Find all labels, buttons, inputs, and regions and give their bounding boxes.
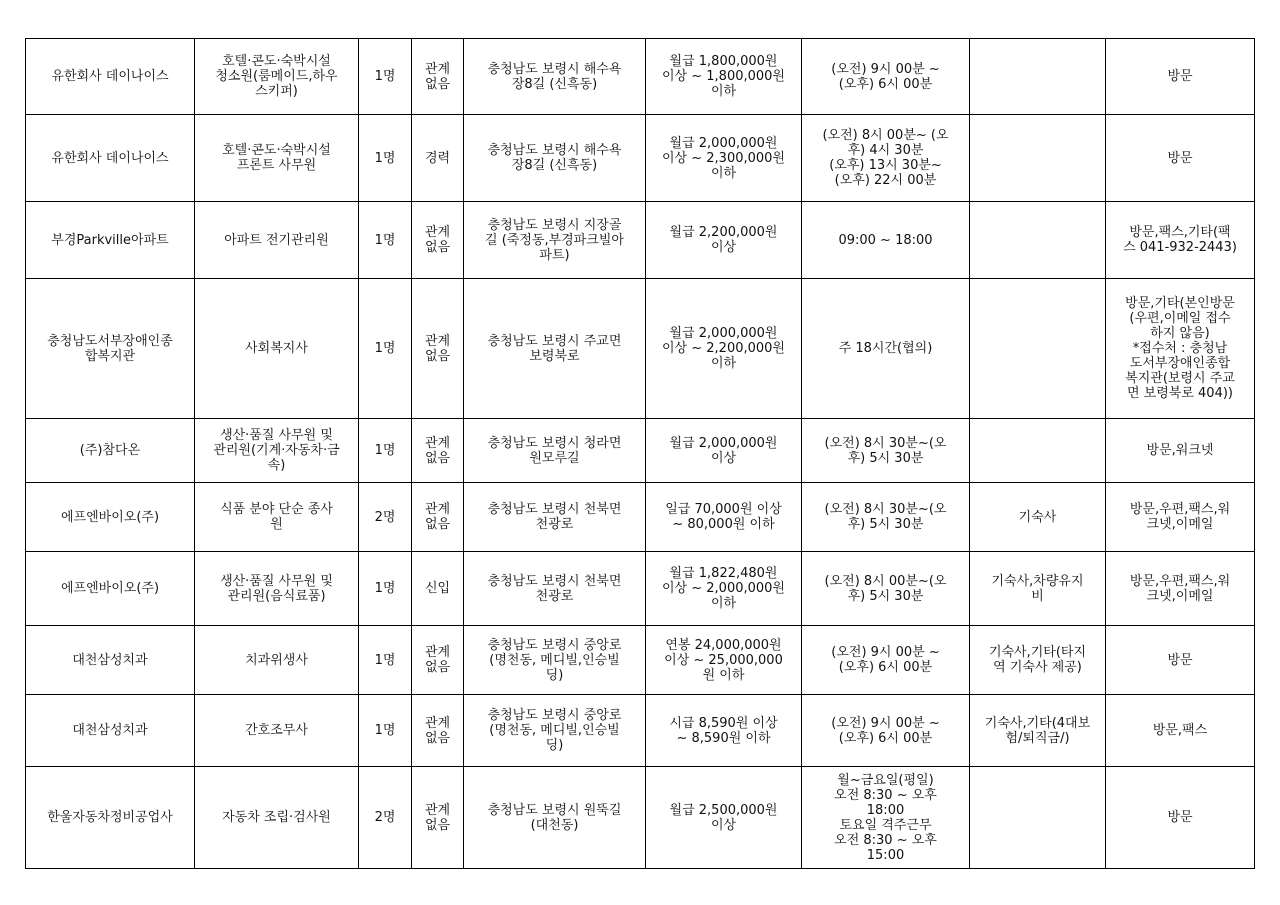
table-row	[26, 39, 1255, 115]
career-cell: 관계 없음	[412, 202, 464, 279]
company-cell: 유한회사 데이나이스	[26, 115, 195, 202]
career-cell: 경력	[412, 115, 464, 202]
wage-cell: 시급 8,590원 이상 ~ 8,590원 이하	[646, 695, 802, 767]
hours-cell: (오전) 9시 00분 ~ (오후) 6시 00분	[802, 695, 970, 767]
hours-cell: (오전) 9시 00분 ~ (오후) 6시 00분	[802, 39, 970, 115]
wage-cell: 월급 2,000,000원 이상	[646, 419, 802, 483]
table-row	[26, 202, 1255, 279]
headcount-cell: 1명	[359, 695, 412, 767]
job-title-cell: 아파트 전기관리원	[195, 202, 359, 279]
apply-method-cell: 방문	[1106, 626, 1255, 695]
wage-cell: 월급 2,000,000원 이상 ~ 2,300,000원 이하	[646, 115, 802, 202]
headcount-cell: 2명	[359, 483, 412, 552]
welfare-cell	[970, 419, 1106, 483]
welfare-cell: 기숙사,기타(4대보 험/퇴직금/)	[970, 695, 1106, 767]
career-cell: 관계 없음	[412, 39, 464, 115]
wage-cell: 월급 2,000,000원 이상 ~ 2,200,000원 이하	[646, 279, 802, 419]
hours-cell: 09:00 ~ 18:00	[802, 202, 970, 279]
location-cell: 충청남도 보령시 중앙로 (명천동, 메디빌,인승빌 딩)	[464, 626, 646, 695]
wage-cell: 월급 2,500,000원 이상	[646, 767, 802, 869]
location-cell: 충청남도 보령시 해수욕 장8길 (신흑동)	[464, 115, 646, 202]
company-cell: 에프엔바이오(주)	[26, 552, 195, 626]
headcount-cell: 1명	[359, 419, 412, 483]
wage-cell: 월급 2,200,000원 이상	[646, 202, 802, 279]
location-cell: 충청남도 보령시 원뚝길 (대천동)	[464, 767, 646, 869]
apply-method-cell: 방문,팩스,기타(팩 스 041-932-2443)	[1106, 202, 1255, 279]
apply-method-cell: 방문,기타(본인방문 (우편,이메일 접수 하지 않음) *접수처 : 충청남 도서부장애인종합 복지관(보령시 주교 면 보령북로 404))	[1106, 279, 1255, 419]
headcount-cell: 1명	[359, 202, 412, 279]
job-title-cell: 생산·품질 사무원 및 관리원(음식료품)	[195, 552, 359, 626]
location-cell: 충청남도 보령시 해수욕 장8길 (신흑동)	[464, 39, 646, 115]
welfare-cell: 기숙사	[970, 483, 1106, 552]
wage-cell: 월급 1,822,480원 이상 ~ 2,000,000원 이하	[646, 552, 802, 626]
career-cell: 관계 없음	[412, 279, 464, 419]
wage-cell: 연봉 24,000,000원 이상 ~ 25,000,000 원 이하	[646, 626, 802, 695]
hours-cell: 주 18시간(협의)	[802, 279, 970, 419]
table-row	[26, 767, 1255, 869]
headcount-cell: 1명	[359, 552, 412, 626]
table-row	[26, 115, 1255, 202]
welfare-cell	[970, 115, 1106, 202]
headcount-cell: 1명	[359, 626, 412, 695]
job-title-cell: 호텔·콘도·숙박시설 프론트 사무원	[195, 115, 359, 202]
wage-cell: 월급 1,800,000원 이상 ~ 1,800,000원 이하	[646, 39, 802, 115]
company-cell: 유한회사 데이나이스	[26, 39, 195, 115]
headcount-cell: 2명	[359, 767, 412, 869]
company-cell: 부경Parkville아파트	[26, 202, 195, 279]
hours-cell: (오전) 8시 30분~(오 후) 5시 30분	[802, 419, 970, 483]
job-title-cell: 생산·품질 사무원 및 관리원(기계·자동차·금 속)	[195, 419, 359, 483]
company-cell: 한울자동차정비공업사	[26, 767, 195, 869]
table-row	[26, 626, 1255, 695]
career-cell: 관계 없음	[412, 695, 464, 767]
hours-cell: (오전) 8시 30분~(오 후) 5시 30분	[802, 483, 970, 552]
hours-cell: (오전) 9시 00분 ~ (오후) 6시 00분	[802, 626, 970, 695]
apply-method-cell: 방문,팩스	[1106, 695, 1255, 767]
table-row	[26, 695, 1255, 767]
welfare-cell: 기숙사,기타(타지 역 기숙사 제공)	[970, 626, 1106, 695]
location-cell: 충청남도 보령시 주교면 보령북로	[464, 279, 646, 419]
apply-method-cell: 방문,워크넷	[1106, 419, 1255, 483]
table-row	[26, 419, 1255, 483]
job-title-cell: 치과위생사	[195, 626, 359, 695]
career-cell: 관계 없음	[412, 767, 464, 869]
career-cell: 관계 없음	[412, 419, 464, 483]
welfare-cell	[970, 202, 1106, 279]
job-title-cell: 간호조무사	[195, 695, 359, 767]
job-title-cell: 사회복지사	[195, 279, 359, 419]
apply-method-cell: 방문,우편,팩스,워 크넷,이메일	[1106, 552, 1255, 626]
job-title-cell: 호텔·콘도·숙박시설 청소원(룸메이드,하우 스키퍼)	[195, 39, 359, 115]
headcount-cell: 1명	[359, 279, 412, 419]
career-cell: 관계 없음	[412, 483, 464, 552]
location-cell: 충청남도 보령시 천북면 천광로	[464, 552, 646, 626]
table-row	[26, 483, 1255, 552]
apply-method-cell: 방문	[1106, 115, 1255, 202]
company-cell: 에프엔바이오(주)	[26, 483, 195, 552]
hours-cell: 월~금요일(평일) 오전 8:30 ~ 오후 18:00 토요일 격주근무 오전 8:30 ~ 오후 15:00	[802, 767, 970, 869]
welfare-cell	[970, 279, 1106, 419]
job-listings-table	[25, 38, 1255, 869]
headcount-cell: 1명	[359, 39, 412, 115]
career-cell: 관계 없음	[412, 626, 464, 695]
headcount-cell: 1명	[359, 115, 412, 202]
location-cell: 충청남도 보령시 지장골 길 (죽정동,부경파크빌아 파트)	[464, 202, 646, 279]
wage-cell: 일급 70,000원 이상 ~ 80,000원 이하	[646, 483, 802, 552]
company-cell: 충청남도서부장애인종 합복지관	[26, 279, 195, 419]
company-cell: 대천삼성치과	[26, 695, 195, 767]
table-row	[26, 279, 1255, 419]
welfare-cell	[970, 767, 1106, 869]
hours-cell: (오전) 8시 00분~ (오 후) 4시 30분 (오후) 13시 30분~ (오후) 22시 00분	[802, 115, 970, 202]
apply-method-cell: 방문	[1106, 767, 1255, 869]
welfare-cell	[970, 39, 1106, 115]
career-cell: 신입	[412, 552, 464, 626]
hours-cell: (오전) 8시 00분~(오 후) 5시 30분	[802, 552, 970, 626]
location-cell: 충청남도 보령시 천북면 천광로	[464, 483, 646, 552]
company-cell: (주)참다온	[26, 419, 195, 483]
company-cell: 대천삼성치과	[26, 626, 195, 695]
welfare-cell: 기숙사,차량유지 비	[970, 552, 1106, 626]
job-title-cell: 식품 분야 단순 종사 원	[195, 483, 359, 552]
apply-method-cell: 방문,우편,팩스,워 크넷,이메일	[1106, 483, 1255, 552]
location-cell: 충청남도 보령시 중앙로 (명천동, 메디빌,인승빌 딩)	[464, 695, 646, 767]
apply-method-cell: 방문	[1106, 39, 1255, 115]
job-title-cell: 자동차 조립·검사원	[195, 767, 359, 869]
table-row	[26, 552, 1255, 626]
location-cell: 충청남도 보령시 청라면 원모루길	[464, 419, 646, 483]
